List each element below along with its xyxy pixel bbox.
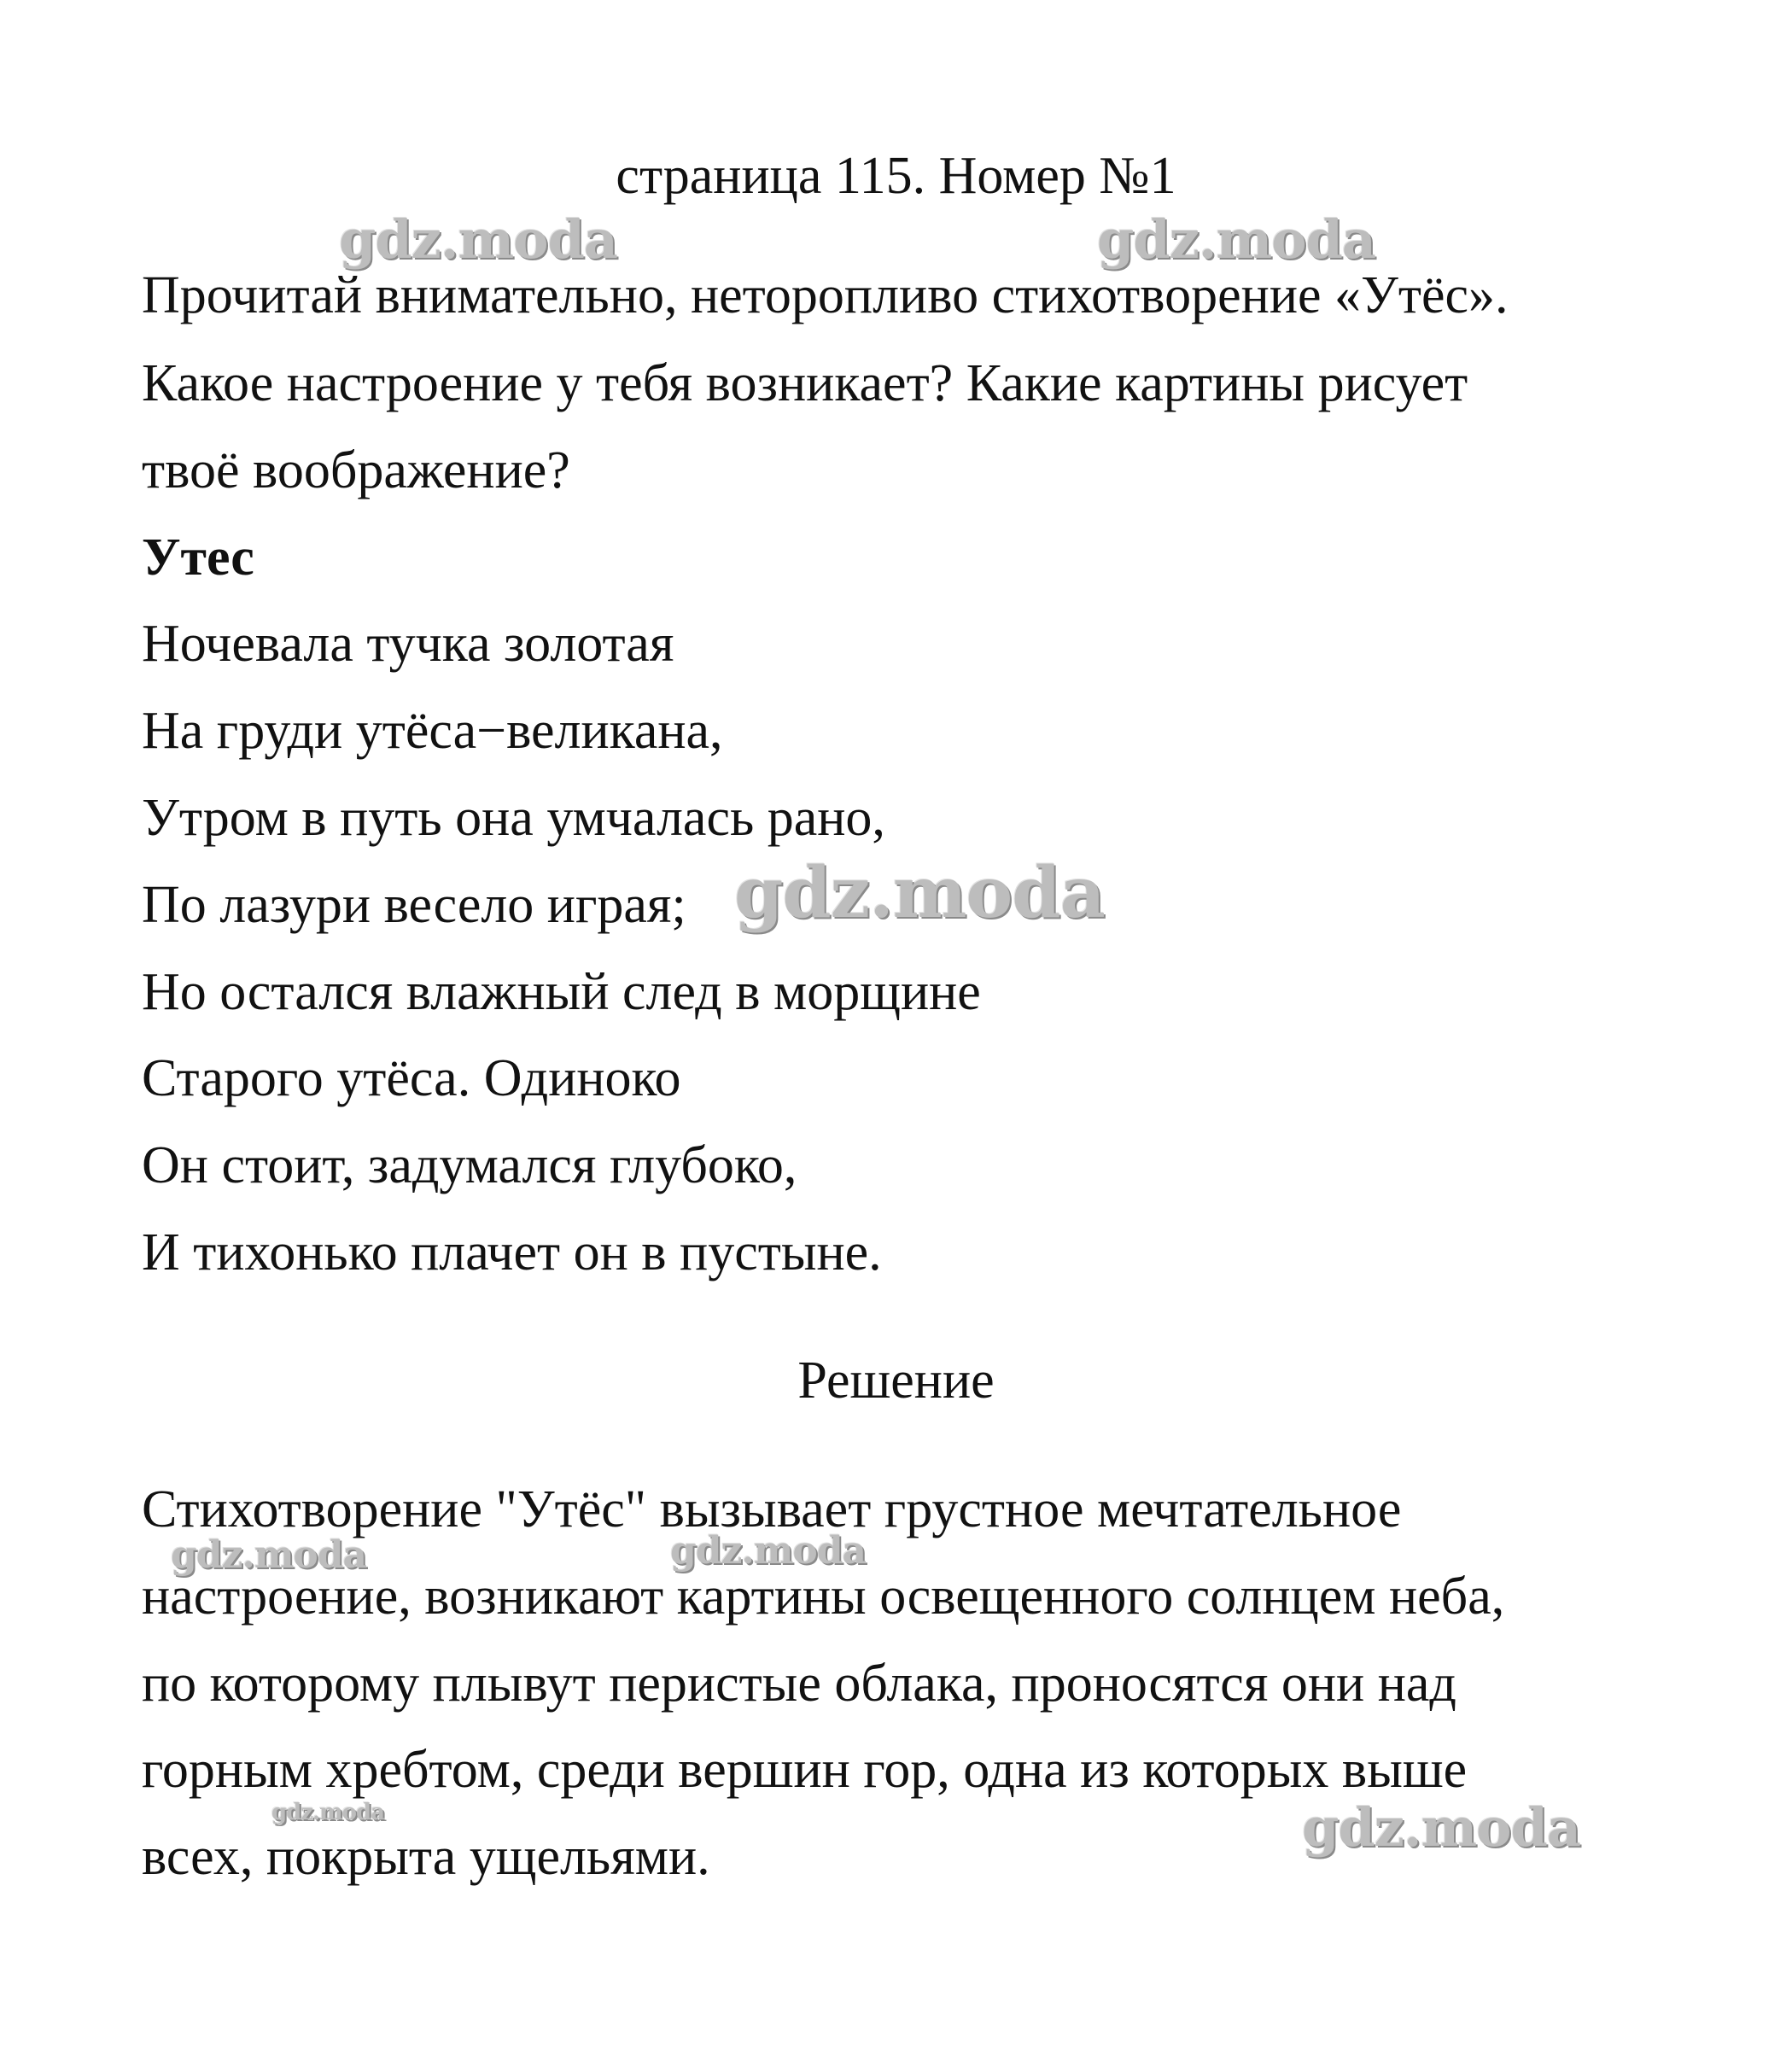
task-line: Какое настроение у тебя возникает? Какие картины рисует bbox=[142, 354, 1468, 412]
solution-line: по которому плывут перистые облака, проносятся они над bbox=[142, 1655, 1456, 1713]
solution-line: настроение, возникают картины освещенного солнцем неба, bbox=[142, 1567, 1505, 1626]
solution-heading: Решение bbox=[797, 1351, 995, 1410]
poem-line: Ночевала тучка золотая bbox=[142, 615, 674, 673]
poem-line: По лазури весело играя; bbox=[142, 876, 686, 934]
task-line: Прочитай внимательно, неторопливо стихотворение «Утёс». bbox=[142, 266, 1509, 324]
watermark-logo: gdz.moda bbox=[1097, 208, 1375, 271]
watermark-logo: gdz.moda bbox=[339, 208, 617, 271]
poem-line: Старого утёса. Одиноко bbox=[142, 1049, 681, 1107]
watermark-logo: gdz.moda bbox=[271, 1800, 385, 1825]
solution-line: всех, покрыта ущельями. bbox=[142, 1828, 710, 1886]
watermark-logo: gdz.moda bbox=[670, 1529, 867, 1573]
poem-line: Но остался влажный след в морщине bbox=[142, 963, 981, 1021]
poem-line: На груди утёса−великана, bbox=[142, 702, 723, 760]
poem-line: И тихонько плачет он в пустыне. bbox=[142, 1223, 882, 1281]
poem-line: Он стоит, задумался глубоко, bbox=[142, 1136, 797, 1194]
watermark-logo: gdz.moda bbox=[171, 1533, 367, 1577]
watermark-logo: gdz.moda bbox=[734, 852, 1105, 934]
task-line: твоё воображение? bbox=[142, 441, 570, 499]
solution-line: Стихотворение "Утёс" вызывает грустное мечтательное bbox=[142, 1480, 1402, 1538]
solution-line: горным хребтом, среди вершин гор, одна из которых выше bbox=[142, 1741, 1468, 1799]
page-title: страница 115. Номер №1 bbox=[616, 147, 1176, 205]
poem-line: Утром в путь она умчалась рано, bbox=[142, 789, 885, 847]
poem-title: Утес bbox=[142, 528, 254, 587]
watermark-logo: gdz.moda bbox=[1302, 1796, 1580, 1859]
